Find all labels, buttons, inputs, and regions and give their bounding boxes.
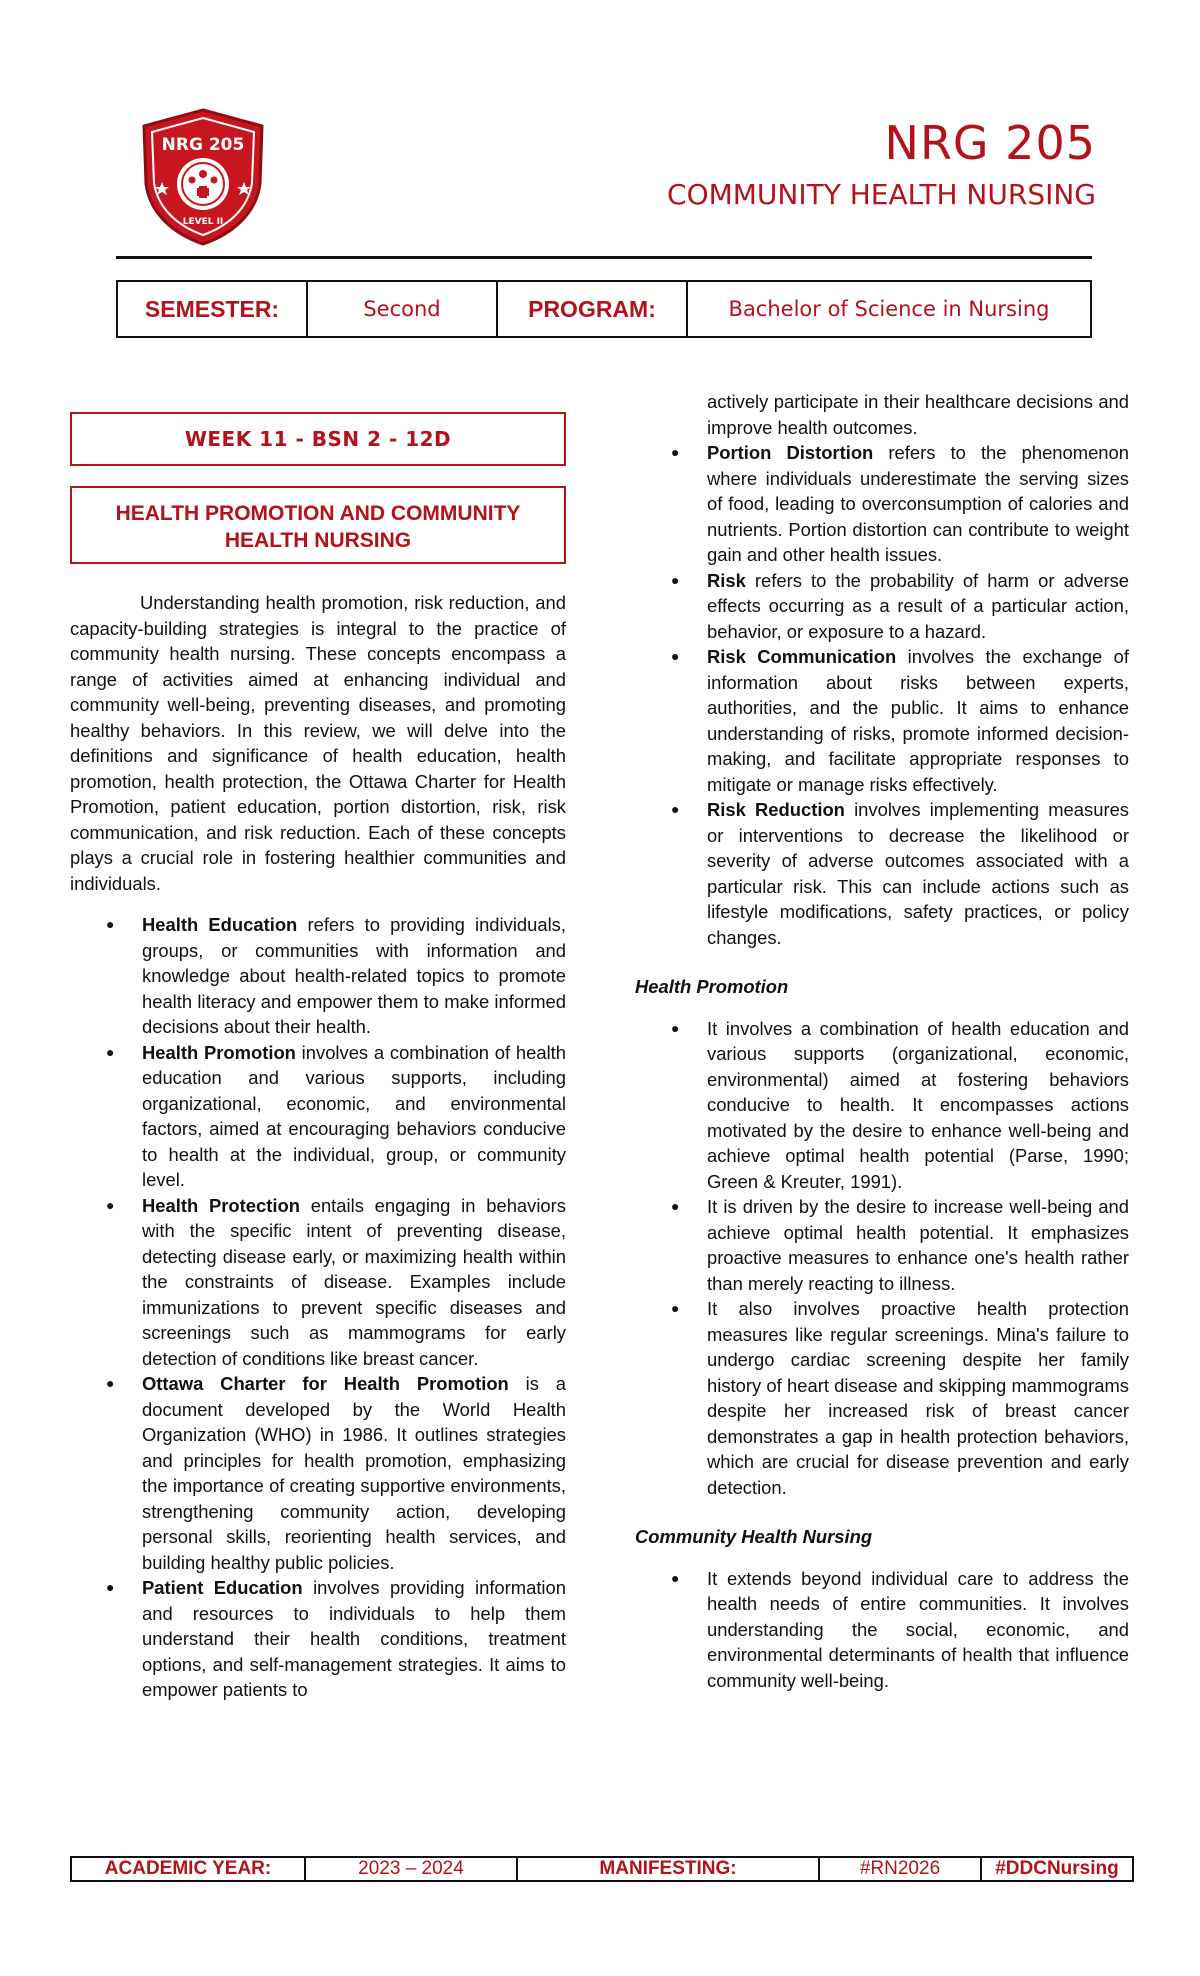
term-health-promotion: Health Promotion [142, 1041, 296, 1063]
academic-year-value: 2023 – 2024 [305, 1857, 517, 1881]
right-column [635, 389, 1129, 1693]
topic-title: HEALTH PROMOTION AND COMMUNITY HEALTH NURSING [70, 486, 566, 564]
definition-text: refers to the phenomenon where individuals underestimate the serving sizes of food, leading to overconsumption of calories and nutrients. Portion distortion can contribute to weight gain and other health issues. [707, 442, 1129, 565]
footer-table [70, 1856, 1134, 1882]
definition-text: entails engaging in behaviors with the specific intent of preventing disease, detecting disease early, or maximizing health within the constraints of disease. Examples include immunizations to prevent specific diseases and screenings such as mammograms for early detection of conditions like breast cancer. [142, 1194, 566, 1369]
logo-text-bottom: LEVEL II [182, 217, 224, 227]
list-item: ● It is driven by the desire to increase well-being and achieve optimal health potential. It emphasizes proactive measures to enhance one's health rather than merely reacting to illness. [635, 1194, 1129, 1296]
list-item [635, 797, 1129, 950]
definition-text: is a document developed by the World Health Organization (WHO) in 1986. It outlines strategies and principles for health promotion, emphasizing the importance of creating supportive environments, strengthening community action, developing personal skills, reorienting health services, and building healthy public policies. [142, 1373, 567, 1573]
definition-text: involves the exchange of information about risks between experts, authorities, and the public. It aims to enhance understanding of risks, promote informed decision-making, and facilitate appropriate responses to mitigate or manage risks effectively. [707, 646, 1129, 795]
intro-paragraph: Understanding health promotion, risk reduction, and capacity-building strategies is integral to the practice of community health nursing. These concepts encompass a range of activities aimed at enhancing individual and community well-being, preventing diseases, and promoting healthy behaviors. In this review, we will delve into the definitions and significance of health education, health promotion, health protection, the Ottawa Charter for Health Promotion, patient education, portion distortion, risk, risk communication, and risk reduction. Each of these concepts plays a crucial role in fostering healthier communities and individuals. [70, 592, 566, 894]
definition-text: involves providing information and resources to individuals to help them understand their health conditions, treatment options, and self-management strategies. It aims to empower patients to [142, 1577, 566, 1700]
semester-value: Second [307, 281, 497, 337]
course-code: NRG 205 [884, 116, 1096, 170]
hashtag: #DDCNursing [981, 1857, 1133, 1881]
list-item [70, 1193, 566, 1372]
health-promotion-list [635, 1016, 1129, 1501]
term-health-protection: Health Protection [142, 1194, 300, 1216]
list-item: ● It also involves proactive health protection measures like regular screenings. Mina's failure to undergo cardiac screening despite her family history of heart disease and skipping mammograms despite her increased risk of breast cancer demonstrates a gap in health protection behaviors, which are crucial for disease prevention and early detection. [635, 1296, 1129, 1500]
list-item [635, 644, 1129, 797]
list-item [635, 568, 1129, 645]
term-risk: Risk [707, 569, 746, 591]
header-divider [116, 256, 1092, 259]
course-logo [136, 106, 270, 246]
list-item: ● It involves a combination of health education and various supports (organizational, economic, environmental) aimed at fostering behaviors conducive to health. It encompasses actions motivated by the desire to enhance well-being and achieve optimal health potential (Parse, 1990; Green & Kreuter, 1991). [635, 1016, 1129, 1195]
section-heading-community-health-nursing: Community Health Nursing [635, 1526, 873, 1547]
term-risk-communication: Risk Communication [707, 646, 897, 667]
definition-text: refers to the probability of harm or adverse effects occurring as a result of a particular action, behavior, or exposure to a hazard. [707, 569, 1129, 642]
list-item [635, 440, 1129, 568]
course-meta-table [116, 280, 1092, 338]
definitions-list [70, 912, 566, 1703]
program-value: Bachelor of Science in Nursing [687, 281, 1091, 337]
manifesting-label: MANIFESTING: [517, 1857, 819, 1881]
program-label: PROGRAM: [497, 281, 687, 337]
definition-text: involves a combination of health education and various supports, including organizational, economic, and environmental factors, aimed at encouraging behaviors conducive to health at the individual, group, or community level. [142, 1041, 567, 1190]
term-portion-distortion: Portion Distortion [707, 442, 874, 463]
list-item: ● It extends beyond individual care to address the health needs of entire communities. It involves understanding the social, economic, and environmental determinants of health that influence community well-being. [635, 1566, 1129, 1694]
patient-education-continued: actively participate in their healthcare decisions and improve health outcomes. [707, 391, 1129, 438]
list-item [70, 1040, 566, 1193]
definitions-list-continued [635, 440, 1129, 950]
course-name: COMMUNITY HEALTH NURSING [667, 178, 1096, 211]
manifesting-value: #RN2026 [819, 1857, 981, 1881]
logo-text-top: NRG 205 [161, 135, 245, 155]
list-item [70, 912, 566, 1040]
week-label: WEEK 11 - BSN 2 - 12D [70, 412, 566, 466]
list-item [70, 1371, 566, 1575]
academic-year-label: ACADEMIC YEAR: [71, 1857, 305, 1881]
definition-text: involves implementing measures or interventions to decrease the likelihood or severity of adverse outcomes associated with a particular risk. This can include actions such as lifestyle modifications, safety practices, or policy changes. [707, 799, 1129, 948]
semester-label: SEMESTER: [117, 281, 307, 337]
definition-text: refers to providing individuals, groups, or communities with information and knowledge about health-related topics to promote health literacy and empower them to make informed decisions about their health. [142, 914, 566, 1037]
community-health-list [635, 1566, 1129, 1694]
term-patient-education: Patient Education [142, 1577, 303, 1598]
term-health-education: Health Education [142, 914, 298, 935]
list-item [70, 1575, 566, 1703]
course-title-block [667, 118, 1096, 212]
left-column [70, 412, 566, 1703]
shield-badge-icon [136, 106, 270, 246]
term-risk-reduction: Risk Reduction [707, 799, 845, 820]
term-ottawa-charter: Ottawa Charter for Health Promotion [142, 1373, 509, 1394]
section-heading-health-promotion: Health Promotion [635, 976, 789, 997]
